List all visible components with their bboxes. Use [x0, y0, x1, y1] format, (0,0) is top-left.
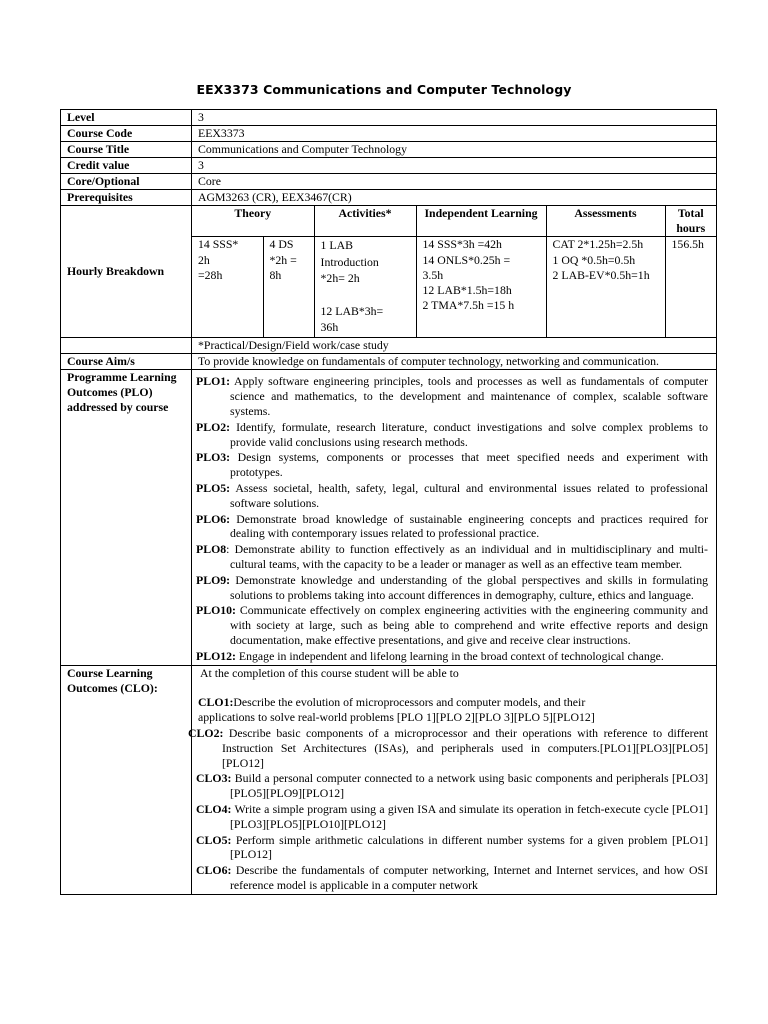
plo-code: PLO2: [196, 419, 231, 434]
value-course-code: EEX3373 [192, 126, 717, 142]
plo-item [196, 481, 708, 511]
note-label-empty [61, 338, 192, 354]
clo-intro: At the completion of this course student will be able to [200, 665, 459, 680]
plo-code: PLO5: [196, 480, 231, 495]
theory-sss-line: 14 SSS* [198, 237, 239, 252]
plo-code: PLO9: [196, 572, 231, 587]
clo-item [196, 695, 708, 710]
plo-item [196, 542, 708, 572]
label-core-optional: Core/Optional [61, 174, 192, 190]
clo-item-continuation: applications to solve real-world problems [PLO 1][PLO 2][PLO 3][PLO 5][PLO12] [198, 710, 595, 725]
plo-text: Communicate effectively on complex engineering activities with the engineering community and with society at large, such as being able to comprehend and write effective reports and design documentation, make effective presentations, and give and receive clear instructions. [230, 603, 708, 647]
hourly-header-row [192, 206, 716, 237]
plo-text: Demonstrate broad knowledge of sustainable engineering concepts and practices required for dealing with contemporary issues related to professional practice. [230, 511, 708, 541]
theory-ds-cell [263, 237, 314, 338]
independent-cell [416, 237, 546, 338]
clo-list [188, 665, 716, 893]
row-course-aim [61, 354, 717, 370]
clo-code: CLO2: [188, 725, 224, 740]
independent-line: 14 ONLS*0.25h = [422, 252, 511, 267]
activities-cell [314, 237, 416, 338]
hourly-breakdown-cell [192, 206, 717, 338]
document-title: EEX3373 Communications and Computer Technology [196, 82, 572, 97]
plo-text: Design systems, components or processes that meet specified needs and experiment with prototypes. [230, 450, 708, 480]
row-hourly-breakdown [61, 206, 717, 338]
plo-item [196, 450, 708, 480]
assessments-line: CAT 2*1.25h=2.5h [552, 237, 644, 252]
header-independent: Independent Learning [416, 206, 546, 237]
row-prerequisites [61, 190, 717, 206]
value-credit-value: 3 [192, 158, 717, 174]
plo-item [196, 420, 708, 450]
label-hourly-breakdown [61, 206, 192, 338]
plo-item [196, 374, 708, 418]
hourly-breakdown-table [192, 206, 716, 337]
plo-code: PLO12: [196, 648, 236, 663]
clo-text: Describe the evolution of microprocessors and computer models, and their [233, 695, 586, 710]
plo-item [196, 573, 708, 603]
plo-cell [192, 370, 717, 665]
plo-text: : Demonstrate ability to function effectively as an individual and in multidisciplinary and multi-cultural teams, with the capacity to be a leader or manager as well as an effective team member. [226, 542, 708, 571]
independent-line: 2 TMA*7.5h =15 h [422, 298, 515, 313]
label-clo: Course Learning Outcomes (CLO): [61, 665, 192, 894]
value-level: 3 [192, 110, 717, 126]
hourly-breakdown-label: Hourly Breakdown [67, 264, 165, 279]
plo-list [192, 370, 716, 663]
row-credit-value [61, 158, 717, 174]
total-hours-cell: 156.5h [665, 237, 716, 338]
plo-item [196, 603, 708, 647]
row-clo [61, 665, 717, 894]
plo-item [196, 512, 708, 542]
theory-sss-line: 2h [198, 252, 210, 267]
clo-gap [196, 680, 708, 695]
clo-item [196, 802, 708, 832]
clo-code: CLO1: [198, 695, 234, 710]
header-assessments: Assessments [546, 206, 665, 237]
assessments-line: 2 LAB-EV*0.5h=1h [552, 267, 650, 282]
clo-cell [188, 665, 717, 894]
plo-code: PLO8 [196, 542, 227, 557]
row-plo [61, 370, 717, 665]
clo-item [188, 726, 708, 770]
theory-sss-line: =28h [198, 267, 223, 282]
label-plo: Programme Learning Outcomes (PLO) addressed by course [61, 370, 192, 665]
plo-code: PLO10: [196, 603, 236, 618]
value-prerequisites: AGM3263 (CR), EEX3467(CR) [192, 190, 717, 206]
clo-text: Describe the fundamentals of computer networking, Internet and Internet services, and how OSI reference model is applicable in a computer network [230, 863, 708, 892]
row-course-code [61, 126, 717, 142]
value-course-aim: To provide knowledge on fundamentals of computer technology, networking and communication. [192, 354, 717, 370]
plo-item [196, 649, 708, 664]
activities-line: Introduction [320, 254, 379, 269]
theory-ds-line: 8h [269, 267, 282, 282]
activities-line: 12 LAB*3h= [320, 303, 384, 318]
clo-item [196, 833, 708, 863]
header-total: Total hours [665, 206, 716, 237]
row-level [61, 110, 717, 126]
plo-code: PLO3: [196, 450, 231, 465]
clo-item [196, 771, 708, 801]
hourly-values-row [192, 237, 716, 338]
row-core-optional [61, 174, 717, 190]
theory-ds-line: *2h = [269, 252, 297, 267]
row-hourly-note [61, 338, 717, 354]
independent-line: 14 SSS*3h =42h [422, 237, 502, 252]
activities-line: *2h= 2h [320, 271, 360, 286]
label-level: Level [61, 110, 192, 126]
value-core-optional: Core [192, 174, 717, 190]
activities-spacer [321, 287, 410, 303]
plo-text: Identify, formulate, research literature, conduct investigations and solve complex problems to provide valid conclusions using research methods. [230, 419, 708, 449]
course-spec-table [60, 109, 717, 895]
label-course-title: Course Title [61, 142, 192, 158]
row-course-title [61, 142, 717, 158]
value-course-title: Communications and Computer Technology [192, 142, 717, 158]
assessments-cell [546, 237, 665, 338]
hourly-note: *Practical/Design/Field work/case study [192, 338, 717, 354]
theory-ds-line: 4 DS [269, 237, 294, 252]
clo-code: CLO5: [196, 832, 232, 847]
theory-sss-cell [192, 237, 263, 338]
clo-item [196, 863, 708, 893]
independent-line: 3.5h [422, 267, 444, 282]
clo-text: Build a personal computer connected to a network using basic components and peripherals [PLO3][PLO5][PLO9][PLO12] [230, 771, 708, 801]
label-prerequisites: Prerequisites [61, 190, 192, 206]
header-theory: Theory [192, 206, 314, 237]
plo-text: Demonstrate knowledge and understanding of the global perspectives and skills in formulating solutions to problems taking into account differences in demography, culture, ethics and language. [230, 572, 708, 602]
activities-line: 1 LAB [320, 238, 353, 253]
plo-text: Engage in independent and lifelong learning in the broad context of technological change. [235, 648, 664, 663]
label-credit-value: Credit value [61, 158, 192, 174]
assessments-line: 1 OQ *0.5h=0.5h [552, 252, 636, 267]
plo-code: PLO6: [196, 511, 231, 526]
label-course-aim: Course Aim/s [61, 354, 192, 370]
plo-text: Assess societal, health, safety, legal, cultural and environmental issues related to professional software solutions. [230, 480, 708, 510]
clo-text: Perform simple arithmetic calculations in different number systems for a given problem [PLO1][PLO12] [230, 832, 708, 862]
clo-code: CLO4: [196, 801, 232, 816]
activities-line: 36h [320, 320, 339, 335]
plo-text: Apply software engineering principles, tools and processes as well as fundamentals of computer science and mathematics, to the development and maintenance of complex, scalable software systems. [230, 374, 708, 418]
clo-code: CLO3: [196, 771, 232, 786]
header-activities: Activities* [314, 206, 416, 237]
clo-text: Write a simple program using a given ISA and simulate its operation in fetch-execute cycle [PLO1][PLO3][PLO5][PLO10][PLO12] [230, 801, 708, 831]
independent-line: 12 LAB*1.5h=18h [422, 283, 512, 298]
plo-code: PLO1: [196, 374, 231, 389]
label-course-code: Course Code [61, 126, 192, 142]
clo-text: Describe basic components of a microprocessor and their operations with reference to different Instruction Set Architectures (ISAs), and peripherals used in computers.[PLO1][PLO3][PLO5][PLO12] [222, 725, 708, 770]
clo-code: CLO6: [196, 863, 232, 878]
